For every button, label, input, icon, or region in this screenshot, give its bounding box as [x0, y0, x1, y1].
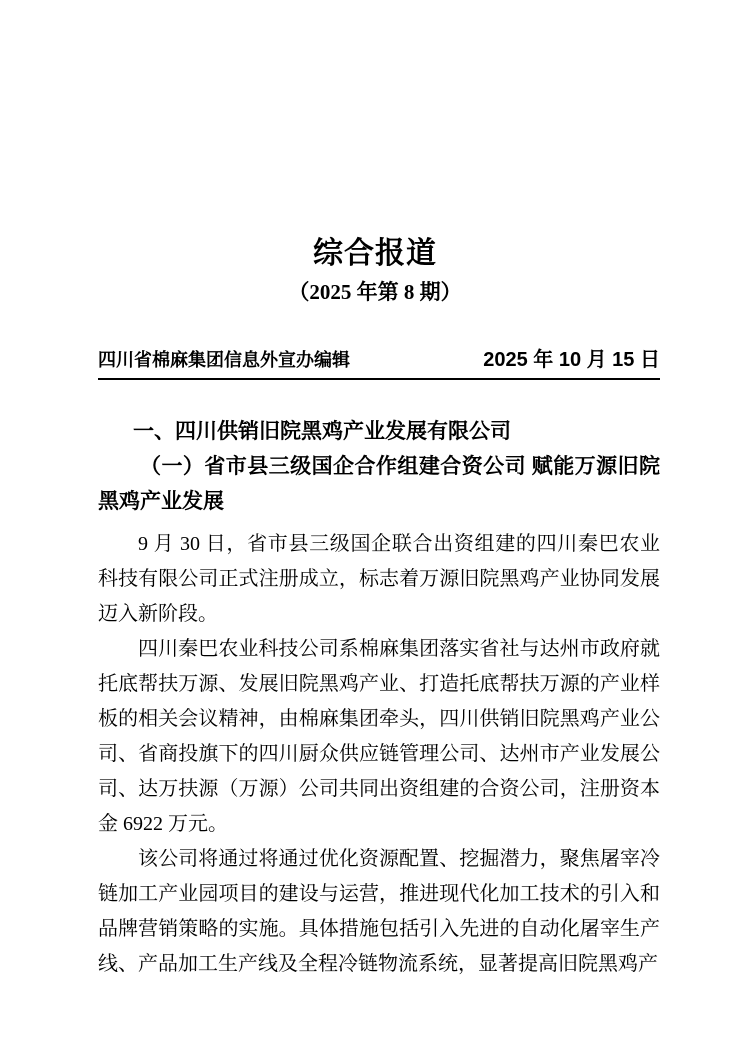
paragraph: 9 月 30 日，省市县三级国企联合出资组建的四川秦巴农业科技有限公司正式注册成立，标志着万源旧院黑鸡产业协同发展迈入新阶段。: [98, 533, 660, 625]
body-text: [98, 527, 660, 982]
document-title: 综合报道: [313, 237, 437, 270]
paragraph: 四川秦巴农业科技公司系棉麻集团落实省社与达州市政府就托底帮扶万源、发展旧院黑鸡产业、打造托底帮扶万源的产业样板的相关会议精神，由棉麻集团牵头，四川供销旧院黑鸡产业公司、省商投旗下的四川厨众供应链管理公司、达州市产业发展公司、达万扶源（万源）公司共同出资组建的合资公司，注册资本金 6922 万元。: [98, 638, 660, 835]
section-heading: 一、四川供销旧院黑鸡产业发展有限公司: [133, 420, 511, 443]
editor-date-row: [98, 348, 660, 380]
publication-date: 2025 年 10 月 15 日: [483, 349, 660, 371]
issue-number-line: （2025 年第 8 期）: [288, 280, 462, 304]
editor-label: 四川省棉麻集团信息外宣办编辑: [98, 350, 350, 370]
subsection-heading: （一）省市县三级国企合作组建合资公司 赋能万源旧院黑鸡产业发展: [98, 454, 660, 513]
paragraph: 该公司将通过将通过优化资源配置、挖掘潜力，聚焦屠宰冷链加工产业园项目的建设与运营，推进现代化加工技术的引入和品牌营销策略的实施。具体措施包括引入先进的自动化屠宰生产线、产品加工生产线及全程冷链物流系统，显著提高旧院黑鸡产: [98, 848, 660, 975]
